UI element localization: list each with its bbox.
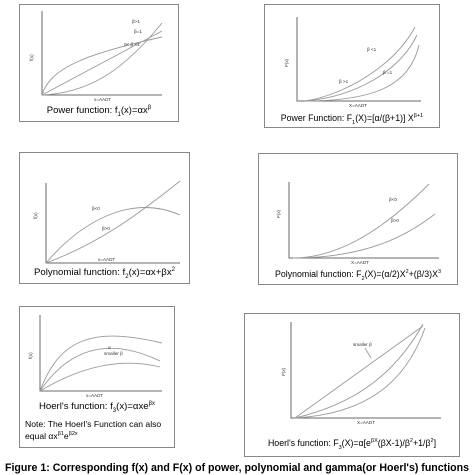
caption-hoerl-F3: Hoerl's function: $F_3(X)=\alpha[e^{\beta X}(\beta X-1)/\beta^2+1/\beta^2]$ (267, 438, 437, 451)
curve-beta-eq-1 (42, 31, 162, 95)
curve-label-1: smaller β (353, 342, 372, 347)
curve-label-2: β =1 (383, 70, 393, 75)
caption-power-F1: Power Function: $F_1(X)=[\alpha/(\beta+1)]$ $X^{\beta+1}$ (280, 113, 424, 126)
xlabel: x=AADT (86, 393, 104, 398)
curve-beta-lt-1 (42, 37, 162, 95)
ylabel: f(x) (33, 212, 38, 219)
curve-label-1: β<0 (92, 206, 100, 211)
curve-label-1: β>1 (132, 19, 140, 24)
y-axis (291, 322, 441, 418)
ylabel: F(x) (284, 58, 289, 67)
y-axis (46, 183, 180, 263)
curve-label-1: α (108, 345, 111, 350)
panel-hoerl-f3 (19, 306, 175, 448)
plot-polynomial-F2 (259, 154, 459, 286)
panel-power-f1 (19, 4, 179, 122)
xlabel: X=AADT (349, 103, 367, 108)
plot-polynomial-f2 (20, 153, 191, 285)
xlabel: x=AADT (94, 97, 112, 102)
caption-polynomial-F2: Polynomial function: $F_2(X)=(\alpha/2)X^2+(\beta/3)X^3$ (274, 269, 441, 282)
ylabel: F(x) (281, 367, 286, 376)
curve-hoerl-1 (40, 336, 162, 391)
ylabel: f(x) (29, 54, 34, 61)
curve-label-2: β=1 (134, 29, 142, 34)
note-hoerl-line2: equal $\alpha x^{\beta 1}e^{\beta 2x}$ (25, 430, 78, 441)
y-axis (289, 182, 439, 258)
curve-beta-lt-1 (305, 27, 415, 101)
curve-hoerl-2 (40, 348, 160, 391)
y-axis (40, 315, 162, 391)
figure-caption: Figure 1: Corresponding f(x) and F(x) of power, polynomial and gamma(or Hoerl's) functions (5, 462, 469, 474)
panel-polynomial-F2 (258, 153, 458, 285)
curve-beta-eq-1 (305, 35, 417, 101)
curve-label-3: 0< β <1 (124, 42, 140, 47)
ylabel: f(x) (28, 352, 33, 359)
plot-power-F1 (265, 5, 441, 129)
curve-beta-gt-0 (46, 181, 180, 263)
curve-label-3: β >1 (339, 79, 349, 84)
curve-beta-gt-1 (305, 45, 419, 101)
curve-label-2: β>0 (391, 218, 399, 223)
note-hoerl-line1: Note: The Hoerl's Function can also (25, 419, 162, 429)
panel-hoerl-F3 (244, 313, 460, 457)
panel-power-F1 (264, 4, 440, 128)
xlabel: X=AADT (351, 260, 369, 265)
xlabel: x=AADT (98, 257, 116, 262)
caption-power-f1: Power function: $f_1(x)=\alpha x^\beta$ (46, 105, 152, 119)
ylabel: F(x) (276, 209, 281, 218)
curve-beta-lt-0 (293, 184, 429, 258)
caption-polynomial-f2: Polynomial function: $f_2(x)=\alpha x+\beta x^2$ (34, 267, 175, 281)
curve-hoerl-3 (40, 363, 160, 391)
caption-hoerl-f3: Hoerl's function: $f_3(x)=\alpha xe^{\beta x}$ (38, 401, 156, 415)
curve-label-1: β <1 (367, 47, 377, 52)
curve-label-2: smaller β (104, 351, 123, 356)
plot-hoerl-F3 (245, 314, 461, 458)
panel-polynomial-f2 (19, 152, 190, 284)
y-axis (297, 17, 421, 101)
curve-label-1: β<0 (389, 197, 397, 202)
xlabel: X=AADT (357, 420, 375, 425)
curve-beta-gt-1 (42, 23, 162, 95)
curve-label-2: β>0 (102, 226, 110, 231)
curve-label-pointer (365, 348, 371, 358)
